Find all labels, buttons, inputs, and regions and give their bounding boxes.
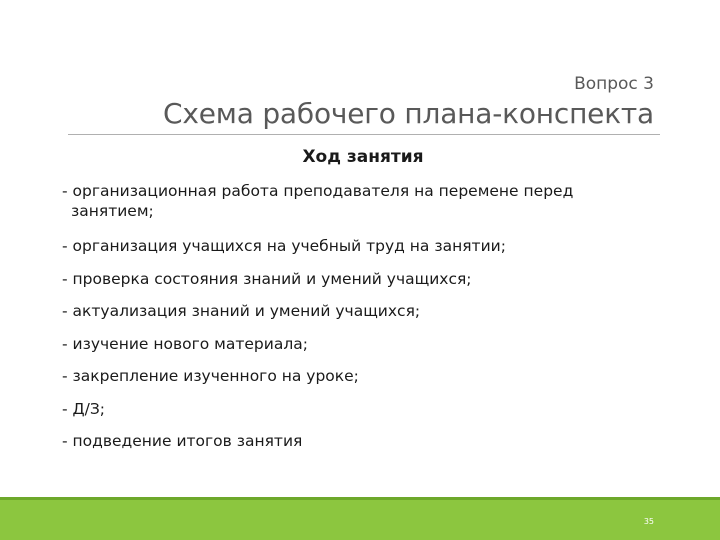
slide-title: Схема рабочего плана-конспекта — [163, 97, 654, 130]
footer-bar — [0, 500, 720, 540]
list-item-continuation: занятием; — [71, 202, 154, 220]
list-item: - Д/З; — [62, 399, 106, 418]
list-item: - актуализация знаний и умений учащихся; — [62, 302, 421, 320]
list-item: - подведение итогов занятия — [62, 432, 303, 450]
list-item: - закрепление изученного на уроке; — [62, 367, 359, 385]
title-divider — [68, 134, 660, 135]
list-item: - проверка состояния знаний и умений учащихся; — [62, 269, 472, 288]
list-item: - организация учащихся на учебный труд на занятии; — [62, 237, 506, 255]
list-item: - изучение нового материала; — [62, 334, 308, 353]
list-item-text: - организационная работа преподавателя на перемене перед — [62, 182, 574, 200]
slide-subtitle: Вопрос 3 — [574, 74, 654, 94]
section-heading: Ход занятия — [302, 147, 424, 167]
list-item — [62, 181, 662, 221]
page-number: 35 — [643, 517, 654, 526]
lesson-steps-list — [62, 181, 662, 464]
